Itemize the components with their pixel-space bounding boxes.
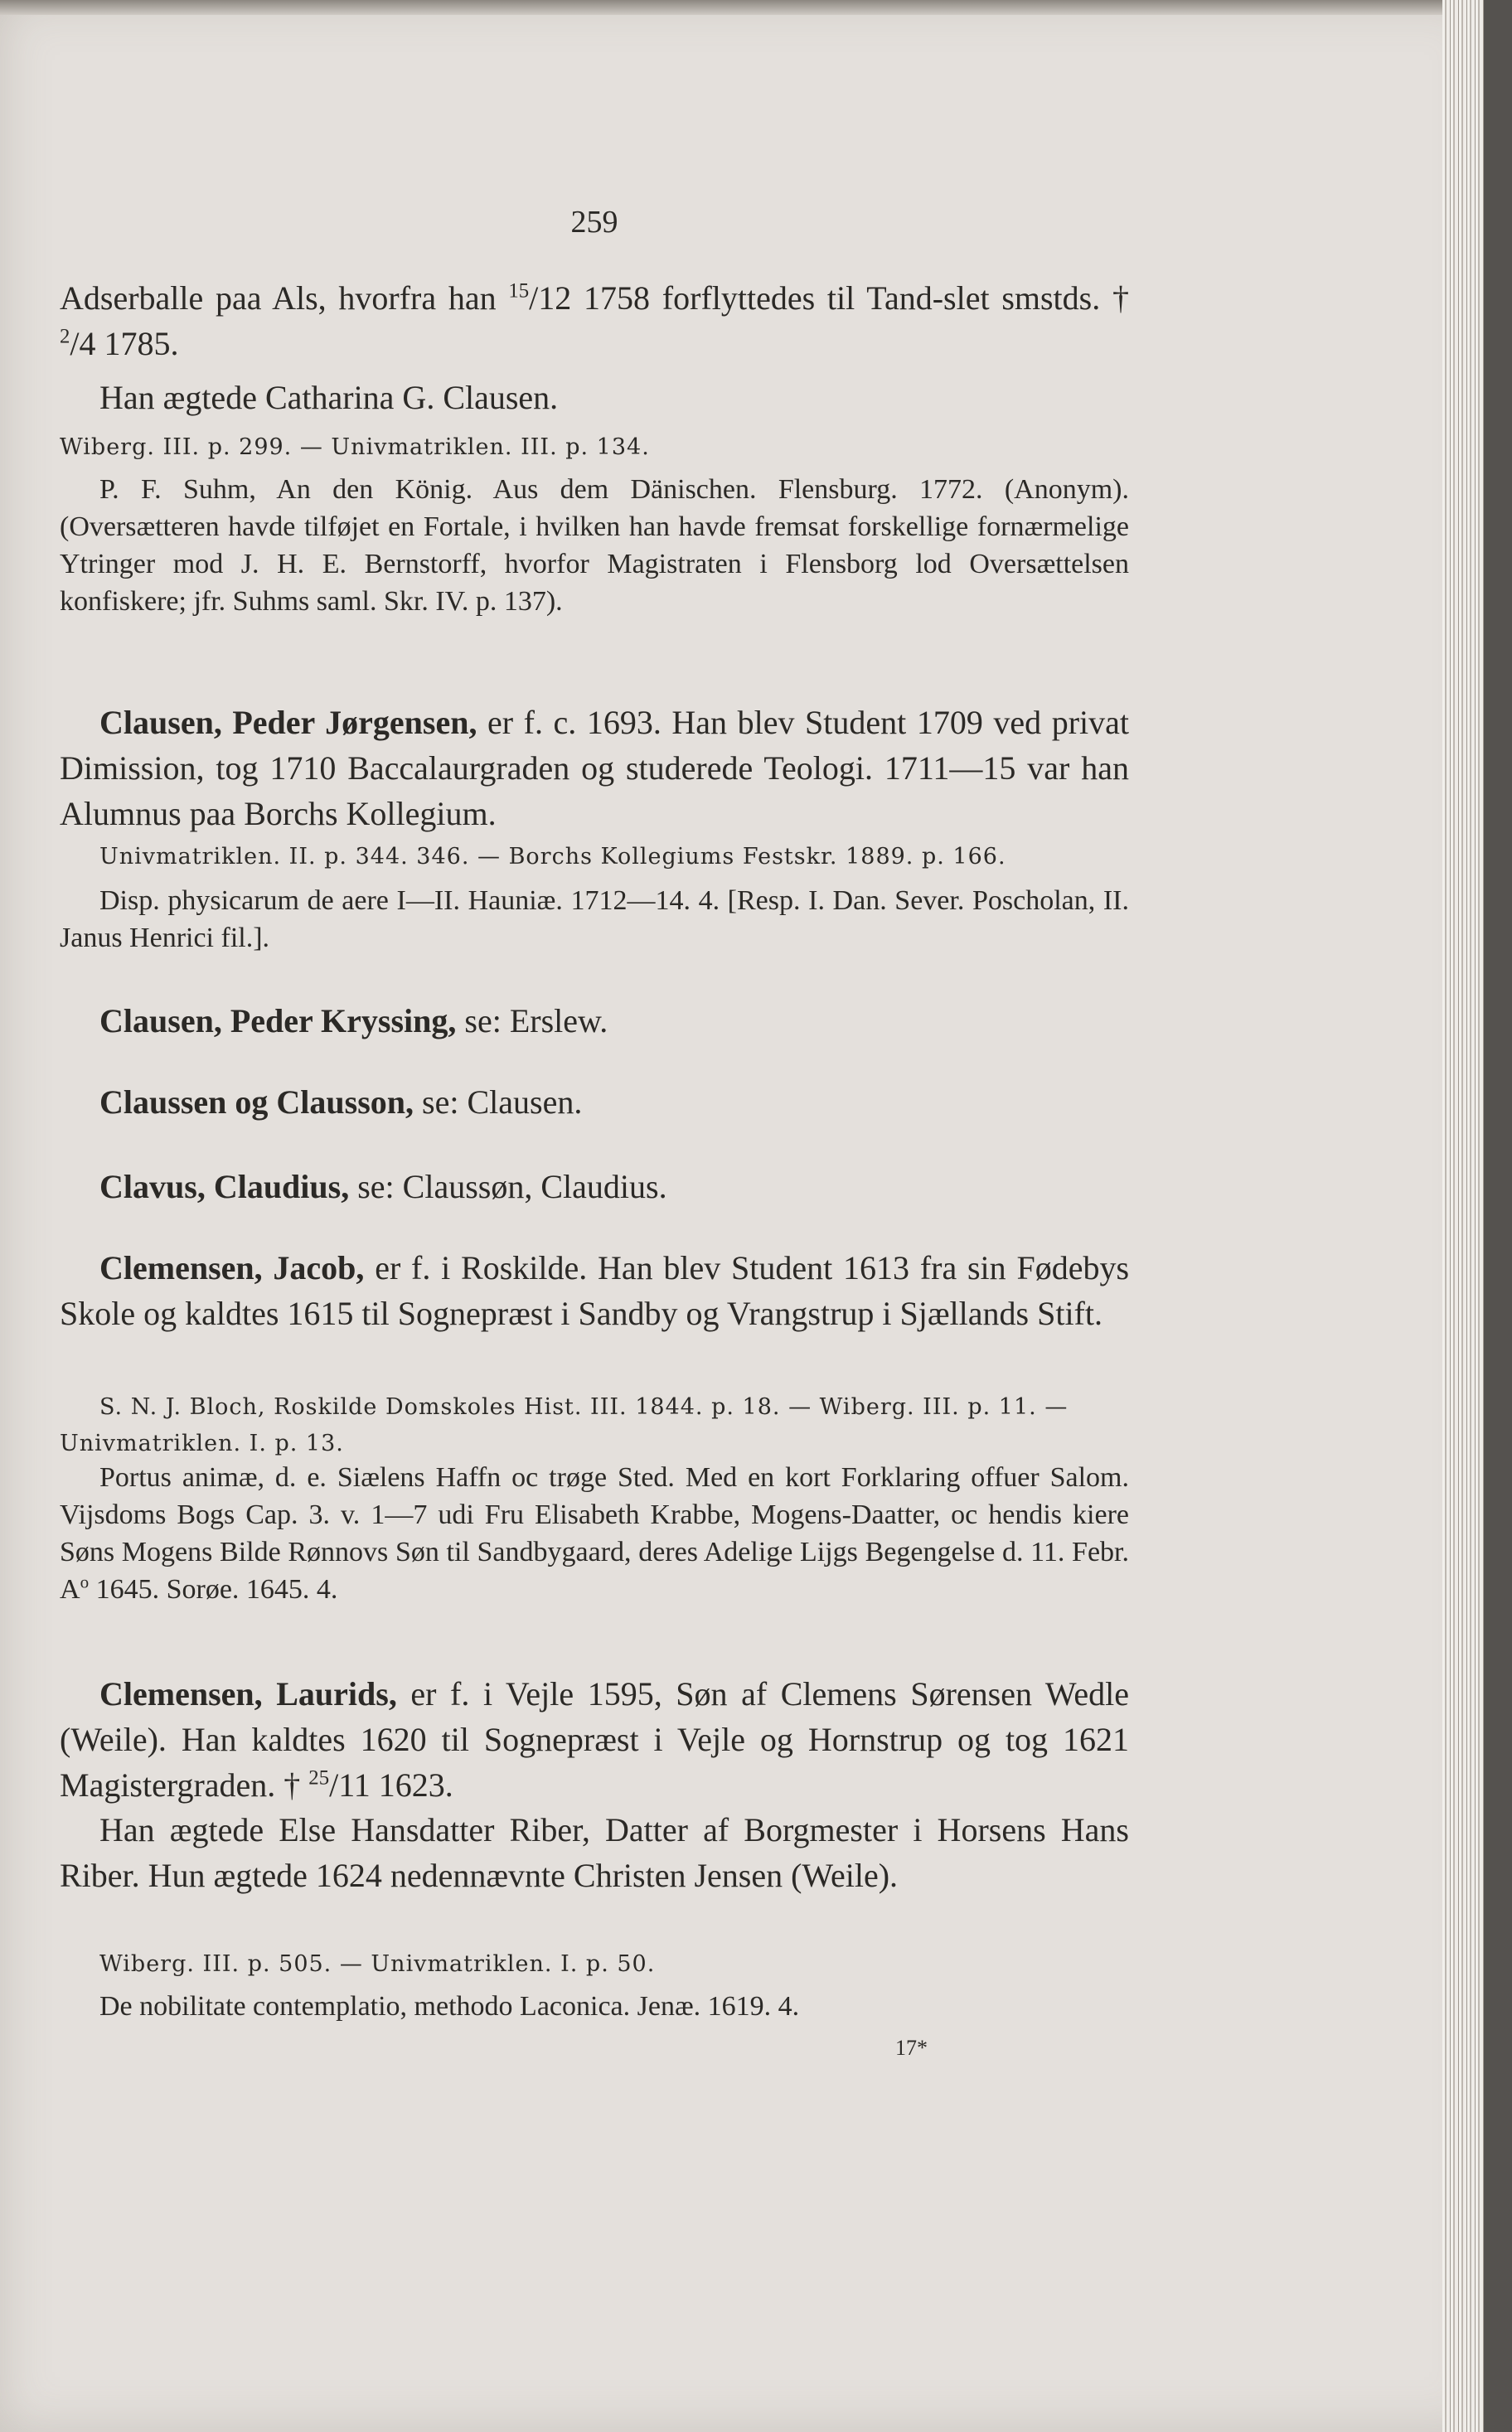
entry-peder-kryssing: Clausen, Peder Kryssing, se: Erslew. (99, 1002, 608, 1039)
adserballe-work: P. F. Suhm, An den König. Aus dem Dänischen. Flensburg. 1772. (Anonym). (Oversætteren havde tilføjet en Fortale, i hvilken han havde fremsat forskellige fornærmelige Ytringer mod J. H. E. Bernstorff, hvorfor Magistraten i Flensborg lod Oversættelsen konfiskere; jfr. Suhms saml. Skr. IV. p. 137). (60, 474, 1129, 617)
page-number: 259 (570, 205, 618, 240)
entry-heading: Clavus, Claudius, (99, 1168, 350, 1205)
peder-jorgensen-work: Disp. physicarum de aere I—II. Hauniæ. 1712—14. 4. [Resp. I. Dan. Sever. Poscholan, II. Janus Henrici fil.]. (60, 885, 1129, 953)
entry-peder-jorgensen: Clausen, Peder Jørgensen, er f. c. 1693. Han blev Student 1709 ved privat Dimission, tog 1710 Baccalaurgraden og studerede Teologi. 1711—15 var han Alumnus paa Borchs Kollegium. (60, 704, 1129, 832)
entry-clemensen-jacob: Clemensen, Jacob, er f. i Roskilde. Han blev Student 1613 fra sin Fødebys Skole og kaldtes 1615 til Sognepræst i Sandby og Vrangstrup i Sjællands Stift. (60, 1249, 1130, 1332)
laurids-references: Wiberg. III. p. 505. — Univmatriklen. I. p. 50. (99, 1951, 656, 1977)
jacob-references: S. N. J. Bloch, Roskilde Domskoles Hist. III. 1844. p. 18. — Wiberg. III. p. 11. — Univmatriklen. I. p. 13. (60, 1394, 1069, 1456)
entry-heading: Clausen, Peder Jørgensen, (99, 704, 477, 741)
page-top-edge (0, 0, 1484, 15)
peder-jorgensen-references: Univmatriklen. II. p. 344. 346. — Borchs Kollegiums Festskr. 1889. p. 166. (99, 844, 1006, 870)
entry-heading: Clausen, Peder Kryssing, (99, 1002, 457, 1039)
entry-heading: Clemensen, Jacob, (99, 1249, 365, 1286)
adserballe-references: Wiberg. III. p. 299. — Univmatriklen. III. p. 134. (60, 434, 650, 460)
jacob-work: Portus animæ, d. e. Siælens Haffn oc trøge Sted. Med en kort Forklaring offuer Salom. Vijsdoms Bogs Cap. 3. v. 1—7 udi Fru Elisabeth Krabbe, Mogens-Daatter, oc hendis kiere Søns Mogens Bilde Rønnovs Søn til Sandbygaard, deres Adelige Lijgs Begengelse d. 11. Febr. $A^o$ 1645. Sorøe. 1645. 4. (60, 1462, 1129, 1605)
entry-clemensen-laurids: Clemensen, Laurids, er f. i Vejle 1595, Søn af Clemens Sørensen Wedle (Weile). Han kaldtes 1620 til Sognepræst i Vejle og Hornstrup og tog 1621 Magistergraden. † $^{25}$/11 1623. (60, 1675, 1129, 1804)
entry-heading: Clemensen, Laurids, (99, 1675, 397, 1713)
laurids-work: De nobilitate contemplatio, methodo Laconica. Jenæ. 1619. 4. (99, 1991, 800, 2022)
laurids-married: Han ægtede Else Hansdatter Riber, Datter af Borgmester i Horsens Hans Riber. Hun ægtede 1624 nedennævnte Christen Jensen (Weile). (60, 1811, 1129, 1894)
entry-heading: Claussen og Clausson, (99, 1083, 414, 1121)
adserballe-married: Han ægtede Catharina G. Clausen. (99, 379, 559, 416)
page-gutter (1442, 0, 1512, 2432)
signature-mark: 17* (895, 2036, 928, 2060)
entry-claussen: Claussen og Clausson, se: Clausen. (99, 1083, 583, 1121)
adserballe-text: Adserballe paa Als, hvorfra han $^{15}$/12 1758 forflyttedes til Tand-slet smstds. † $^2$/4 1785. (60, 279, 1129, 362)
entry-clavus: Clavus, Claudius, se: Claussøn, Claudius. (99, 1168, 667, 1205)
